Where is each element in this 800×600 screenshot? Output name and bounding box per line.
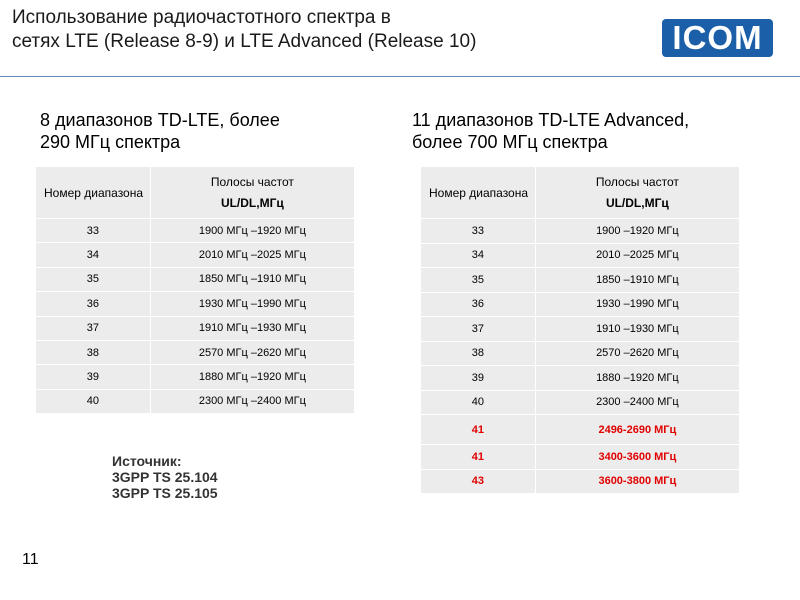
band-number-cell: 39: [36, 365, 151, 389]
table-row: [36, 389, 355, 413]
source-note: [112, 453, 218, 501]
frequency-header-line1: Полосы частот: [595, 174, 679, 189]
frequency-range-cell: 1930 МГц –1990 МГц: [150, 292, 354, 316]
frequency-header-line2: UL/DL,МГц: [220, 195, 284, 210]
icom-logo: [662, 19, 773, 57]
table-row: [421, 469, 740, 494]
frequency-header-line1: Полосы частот: [210, 174, 294, 189]
table-row: [421, 390, 740, 415]
frequency-range-cell: 1900 –1920 МГц: [535, 219, 739, 244]
frequency-range-cell: 2010 МГц –2025 МГц: [150, 243, 354, 267]
band-number-cell: 41: [421, 445, 536, 470]
band-number-cell: 38: [421, 341, 536, 366]
right-band-table: [420, 166, 740, 494]
source-line2: 3GPP TS 25.105: [112, 485, 218, 501]
frequency-range-cell: 2300 –2400 МГц: [535, 390, 739, 415]
frequency-range-cell: 1880 –1920 МГц: [535, 366, 739, 391]
band-number-cell: 35: [36, 267, 151, 291]
frequency-range-cell: 2570 МГц –2620 МГц: [150, 340, 354, 364]
frequency-range-cell: 1850 МГц –1910 МГц: [150, 267, 354, 291]
frequency-range-cell: 2496-2690 МГц: [535, 415, 739, 445]
title-divider: [0, 76, 800, 77]
logo-text: ICOM: [672, 19, 763, 56]
table-row: [421, 219, 740, 244]
band-number-cell: 39: [421, 366, 536, 391]
frequency-range-cell: 2300 МГц –2400 МГц: [150, 389, 354, 413]
table-row: [36, 365, 355, 389]
slide-title-line2: сетях LTE (Release 8-9) и LTE Advanced (Release 10): [12, 31, 477, 52]
table-row: [36, 267, 355, 291]
table-header-row: [36, 167, 355, 219]
band-number-cell: 43: [421, 469, 536, 494]
band-number-cell: 40: [421, 390, 536, 415]
slide-title-line1: Использование радиочастотного спектра в: [12, 7, 391, 28]
band-number-cell: 37: [421, 317, 536, 342]
band-number-header: Номер диапазона: [421, 167, 536, 219]
frequency-range-cell: 3600-3800 МГц: [535, 469, 739, 494]
band-number-cell: 37: [36, 316, 151, 340]
left-band-table: [35, 166, 355, 414]
frequency-range-cell: 1910 –1930 МГц: [535, 317, 739, 342]
table-row: [421, 366, 740, 391]
left-heading-line2: 290 МГц спектра: [40, 132, 181, 152]
table-row: [36, 292, 355, 316]
band-number-cell: 41: [421, 415, 536, 445]
page-number: 11: [22, 551, 39, 568]
table-row: [421, 445, 740, 470]
table-row: [36, 316, 355, 340]
frequency-range-cell: 1930 –1990 МГц: [535, 292, 739, 317]
frequency-range-cell: 1910 МГц –1930 МГц: [150, 316, 354, 340]
frequency-header: [535, 167, 739, 219]
band-number-cell: 35: [421, 268, 536, 293]
right-heading-line2: более 700 МГц спектра: [412, 132, 608, 152]
table-row: [421, 268, 740, 293]
source-title: Источник:: [112, 453, 182, 469]
right-heading-line1: 11 диапазонов TD-LTE Advanced,: [412, 110, 690, 130]
band-number-cell: 33: [421, 219, 536, 244]
table-row: [421, 341, 740, 366]
table-row: [421, 317, 740, 342]
left-heading: [40, 109, 280, 153]
table-row: [36, 340, 355, 364]
band-number-cell: 34: [36, 243, 151, 267]
band-number-header: Номер диапазона: [36, 167, 151, 219]
frequency-range-cell: 1850 –1910 МГц: [535, 268, 739, 293]
table-row: [421, 292, 740, 317]
slide-title: [12, 6, 476, 54]
frequency-range-cell: 2570 –2620 МГц: [535, 341, 739, 366]
source-line1: 3GPP TS 25.104: [112, 469, 218, 485]
table-row: [36, 243, 355, 267]
band-number-cell: 40: [36, 389, 151, 413]
band-number-cell: 36: [36, 292, 151, 316]
table-row: [421, 243, 740, 268]
band-number-cell: 38: [36, 340, 151, 364]
band-number-cell: 33: [36, 219, 151, 243]
table-row: [421, 415, 740, 445]
frequency-range-cell: 2010 –2025 МГц: [535, 243, 739, 268]
right-heading: [412, 109, 689, 153]
left-heading-line1: 8 диапазонов TD-LTE, более: [40, 110, 280, 130]
band-number-cell: 34: [421, 243, 536, 268]
band-number-cell: 36: [421, 292, 536, 317]
frequency-range-cell: 3400-3600 МГц: [535, 445, 739, 470]
frequency-range-cell: 1880 МГц –1920 МГц: [150, 365, 354, 389]
table-row: [36, 219, 355, 243]
table-header-row: [421, 167, 740, 219]
frequency-range-cell: 1900 МГц –1920 МГц: [150, 219, 354, 243]
frequency-header: [150, 167, 354, 219]
frequency-header-line2: UL/DL,МГц: [605, 195, 669, 210]
